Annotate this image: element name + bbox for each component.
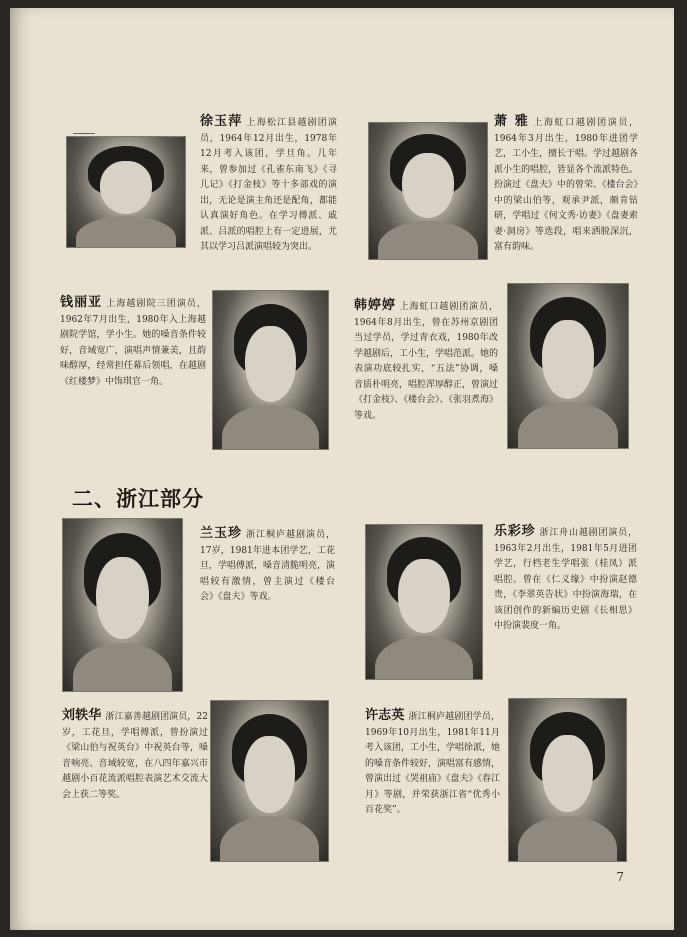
entry-name: 乐彩珍: [494, 524, 536, 539]
magazine-page: [10, 8, 674, 930]
entry-name: 韩婷婷: [354, 298, 396, 313]
entry-name: 钱丽亚: [60, 295, 103, 310]
entry-bio: 上海松江县越剧团演员，1964年12月出生，1978年12月考入该团，学旦角。几年来，曾参加过《孔雀东南飞》《寻儿记》《打金枝》等十多部戏的演出，无论是演主角还是配角，都能认真演好角色。在学习傅派、戚派、吕派的唱腔上有一定进展，尤其以学习吕派演唱较为突出。: [200, 118, 337, 252]
portrait-photo-8: [508, 698, 627, 862]
entry-name: 兰玉珍: [200, 526, 242, 541]
entry-bio: 浙江桐庐越剧团学员，1969年10月出生，1981年11月考入该团，工小生，学唱徐派，她的嗓音条件较好，演唱富有感情，曾演出过《哭祖庙》《盘夫》《春江月》等剧，并荣获浙江省“优秀小百花奖”。: [365, 712, 501, 815]
entry-6: [494, 524, 637, 635]
portrait-photo-2: [368, 122, 488, 260]
entry-name: 刘轶华: [62, 708, 102, 723]
entry-name: 萧 雅: [494, 114, 530, 129]
entry-bio: 浙江嘉善越剧团演员，22岁，工花旦，学唱傅派，曾扮演过《梁山伯与祝英台》中祝英台等，嗓音响亮、音域较宽，在八四年嘉兴市越剧小百花流派唱腔表演艺术交流大会上获二等奖。: [62, 712, 208, 800]
entry-bio: 浙江桐庐越剧演员，17岁，1981年进本团学艺，工花旦，学唱傅派，嗓音清脆明亮，演唱较有激情，曾主演过《楼台会》《盘夫》等戏。: [200, 530, 336, 602]
entry-bio: 上海虹口越剧团演员，1964年8月出生，曾在苏州京剧团当过学员，学过青衣戏，1980年改学越剧后，工小生，学唱范派。她的表演功底较扎实，“五法”协调，嗓音质朴明亮，唱腔浑厚醇正，曾演过《打金枝》、《楼台会》、《张羽煮海》等戏。: [354, 302, 499, 421]
decorative-dash: [73, 133, 95, 134]
entry-bio: 浙江舟山越剧团演员，1963年2月出生，1981年5月进团学艺，行档老生学唱张（桂凤）派唱腔。曾在《仁义缘》中扮演赵德贵，《李翠英告状》中扮演海瑞，在该团创作的新编历史剧《长相思》中扮演裴度一角。: [494, 528, 637, 631]
entry-1: [200, 114, 337, 256]
portrait-photo-6: [365, 524, 483, 680]
portrait-photo-3: [212, 290, 329, 450]
entry-bio: 上海虹口越剧团演员，1964年3月出生，1980年进团学艺，工小生，擅长于唱。学过越剧各派小生的唱腔，皆显各个流派特色。扮演过《盘夫》中的曾荣、《楼台会》中的梁山伯等，观承尹派，颇肯钻研，学唱过《何文秀·访妻》《盘妻索妻·洞房》等选段，唱来洒脱深沉，富有韵味。: [494, 118, 639, 252]
entry-name: 许志英: [365, 708, 405, 723]
entry-3: [60, 295, 206, 390]
entry-name: 徐玉萍: [200, 114, 243, 129]
page-number: 7: [616, 870, 624, 884]
entry-2: [494, 114, 638, 256]
entry-7: [62, 708, 208, 803]
portrait-photo-1: [66, 136, 186, 248]
section-title: 二、浙江部分: [72, 487, 204, 511]
portrait-photo-7: [210, 700, 329, 862]
entry-5: [200, 526, 335, 606]
portrait-photo-5: [62, 518, 183, 692]
entry-bio: 上海越剧院三团演员，1962年7月出生，1980年入上海越剧院学馆，学小生。她的嗓音条件较好，音域宽广，演唱声情兼美，且韵味醇厚，经常担任幕后领唱，在越剧《红楼梦》中饰琪官一角。: [60, 299, 206, 387]
portrait-photo-4: [507, 283, 629, 449]
entry-8: [365, 708, 500, 819]
entry-4: [354, 298, 498, 424]
